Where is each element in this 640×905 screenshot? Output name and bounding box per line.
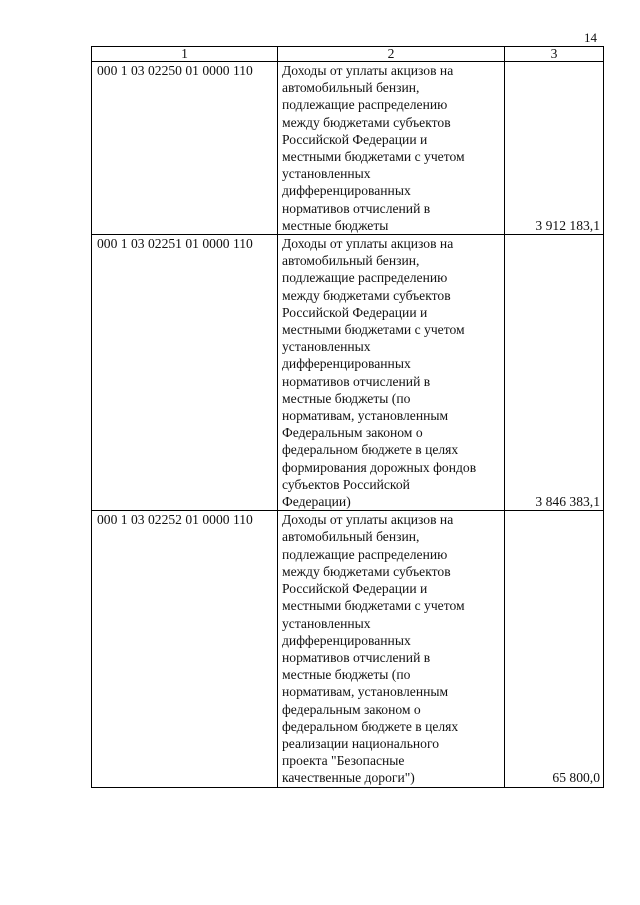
description-line: Российской Федерации и bbox=[282, 304, 428, 320]
revenue-amount: 65 800,0 bbox=[505, 511, 604, 787]
revenue-description bbox=[278, 511, 505, 787]
description-line: автомобильный бензин, bbox=[282, 529, 420, 545]
page-number: 14 bbox=[584, 30, 597, 45]
description-line: реализации национального bbox=[282, 735, 440, 751]
description-line: Доходы от уплаты акцизов на bbox=[282, 63, 454, 78]
description-line: субъектов Российской bbox=[282, 476, 410, 492]
description-line: качественные дороги") bbox=[282, 770, 415, 786]
description-line: нормативов отчислений в bbox=[282, 649, 431, 665]
description-line: Федеральным законом о bbox=[282, 425, 423, 441]
description-line: федеральном бюджете в целях bbox=[282, 718, 459, 734]
description-line: местными бюджетами с учетом bbox=[282, 322, 465, 338]
description-line: местные бюджеты (по bbox=[282, 390, 411, 406]
revenue-amount: 3 846 383,1 bbox=[505, 235, 604, 511]
description-line: установленных bbox=[282, 615, 371, 631]
revenue-description bbox=[278, 235, 505, 511]
revenue-description bbox=[278, 62, 505, 235]
description-line: дифференцированных bbox=[282, 632, 411, 648]
description-line: между бюджетами субъектов bbox=[282, 114, 451, 130]
description-line: дифференцированных bbox=[282, 183, 411, 199]
description-line: Российской Федерации и bbox=[282, 581, 428, 597]
description-line: местными бюджетами с учетом bbox=[282, 149, 465, 165]
description-line: нормативов отчислений в bbox=[282, 373, 431, 389]
description-line: подлежащие распределению bbox=[282, 546, 448, 562]
table-row bbox=[92, 511, 604, 787]
description-line: формирования дорожных фондов bbox=[282, 459, 477, 475]
table-row bbox=[92, 235, 604, 511]
description-line: дифференцированных bbox=[282, 356, 411, 372]
description-line: нормативов отчислений в bbox=[282, 200, 431, 216]
description-line: автомобильный бензин, bbox=[282, 80, 420, 96]
description-line: местными бюджетами с учетом bbox=[282, 598, 465, 614]
description-line: установленных bbox=[282, 166, 371, 182]
description-line: федеральном бюджете в целях bbox=[282, 442, 459, 458]
column-header-description: 2 bbox=[278, 47, 505, 62]
budget-classification-code: 000 1 03 02250 01 0000 110 bbox=[92, 62, 278, 235]
description-line: местные бюджеты (по bbox=[282, 667, 411, 683]
budget-classification-code: 000 1 03 02252 01 0000 110 bbox=[92, 511, 278, 787]
description-line: автомобильный бензин, bbox=[282, 253, 420, 269]
description-line: Российской Федерации и bbox=[282, 131, 428, 147]
description-line: установленных bbox=[282, 339, 371, 355]
table-row bbox=[92, 62, 604, 235]
description-line: между бюджетами субъектов bbox=[282, 287, 451, 303]
description-line: проекта "Безопасные bbox=[282, 753, 405, 769]
description-line: нормативам, установленным bbox=[282, 408, 449, 424]
description-line: Доходы от уплаты акцизов на bbox=[282, 512, 454, 528]
table-header bbox=[92, 47, 604, 62]
budget-classification-code: 000 1 03 02251 01 0000 110 bbox=[92, 235, 278, 511]
revenue-amount: 3 912 183,1 bbox=[505, 62, 604, 235]
table-body bbox=[92, 62, 604, 788]
budget-revenue-table bbox=[91, 46, 604, 788]
description-line: нормативам, установленным bbox=[282, 684, 449, 700]
description-line: Доходы от уплаты акцизов на bbox=[282, 236, 454, 252]
description-line: подлежащие распределению bbox=[282, 97, 448, 113]
column-header-amount: 3 bbox=[505, 47, 604, 62]
description-line: Федерации) bbox=[282, 494, 351, 510]
description-line: федеральным законом о bbox=[282, 701, 421, 717]
description-line: местные бюджеты bbox=[282, 217, 389, 233]
header-row bbox=[92, 47, 604, 62]
description-line: подлежащие распределению bbox=[282, 270, 448, 286]
description-line: между бюджетами субъектов bbox=[282, 563, 451, 579]
column-header-code: 1 bbox=[92, 47, 278, 62]
